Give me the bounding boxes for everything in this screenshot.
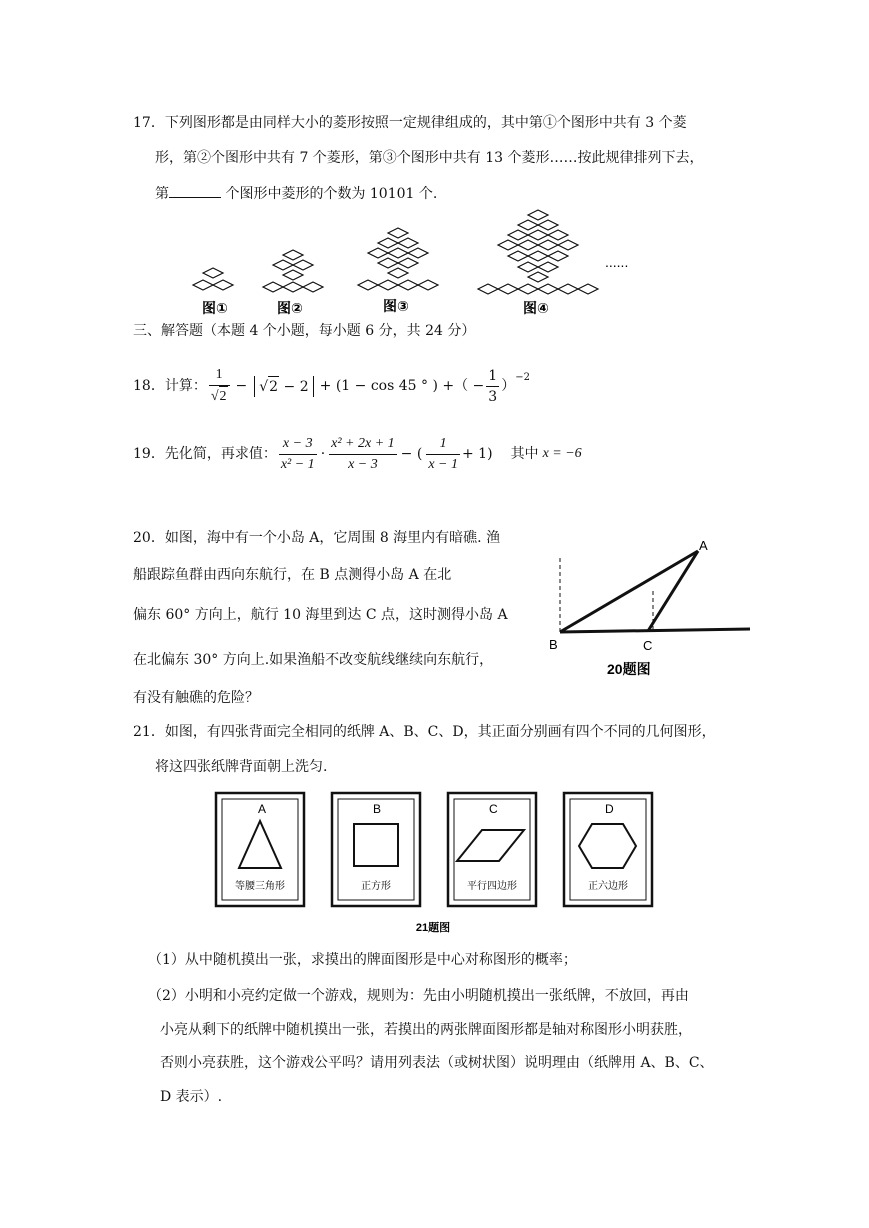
figure-2-rhombi xyxy=(263,250,323,292)
q18-fraction-2: $\frac{1}{3}$ xyxy=(488,367,498,405)
q18-fraction-1: $\frac{1}{√2}$ xyxy=(209,365,230,407)
q17-line3-prefix: 第 xyxy=(155,186,169,202)
card-a xyxy=(216,793,304,906)
section-heading: 三、解答题（本题 4 个小题，每小题 6 分，共 24 分） xyxy=(133,323,476,339)
q18-part2: + (1 − cos 45 ° ) +（ − xyxy=(319,378,485,394)
card-a-name: 等腰三角形 xyxy=(235,881,285,892)
answer-blank xyxy=(169,183,221,198)
q20-line1: 20．如图，海中有一个小岛 A，它周围 8 海里内有暗礁. 渔 xyxy=(133,530,501,546)
q20-line3: 偏东 60° 方向上，航行 10 海里到达 C 点，这时测得小岛 A xyxy=(133,607,508,623)
q19-prefix: 19．先化简，再求值： xyxy=(133,446,277,462)
regular-hexagon-shape xyxy=(579,824,636,868)
q18-exponent: −2 xyxy=(515,372,530,383)
q21-part1: （1）从中随机摸出一张，求摸出的牌面图形是中心对称图形的概率； xyxy=(148,952,577,968)
q21-line1: 21．如图，有四张背面完全相同的纸牌 A、B、C、D，其正面分别画有四个不同的几何图形， xyxy=(133,724,716,740)
q19-condition-math: x = −6 xyxy=(542,446,582,461)
q17-line2: 形，第②个图形中共有 7 个菱形，第③个图形中共有 13 个菱形……按此规律排列下去， xyxy=(155,150,704,166)
q20-geometry-figure xyxy=(540,530,755,680)
line-ba xyxy=(560,551,698,632)
figure-1-rhombi xyxy=(193,268,233,290)
figure-4-rhombi xyxy=(478,210,598,294)
q19-expression xyxy=(133,428,582,480)
isosceles-triangle-shape xyxy=(239,821,281,868)
parallelogram-shape xyxy=(457,830,524,861)
q21-part2-line1: （2）小明和小亮约定做一个游戏，规则为：先由小明随机摸出一张纸牌，不放回，再由 xyxy=(148,988,689,1004)
route-line xyxy=(560,629,750,632)
q17-line1: 17．下列图形都是由同样大小的菱形按照一定规律组成的，其中第①个图形中共有 3 个菱 xyxy=(133,115,687,131)
q19-fraction-2: $\frac{\text{x² + 2x + 1}}{x - 3}$ xyxy=(331,435,395,472)
point-b-label: B xyxy=(549,637,558,652)
q19-condition-text: 其中 xyxy=(510,446,539,462)
q19-dot: · xyxy=(320,446,326,462)
card-c-name: 平行四边形 xyxy=(467,881,517,892)
card-c xyxy=(448,793,536,906)
line-ca xyxy=(648,551,698,631)
q18-expression xyxy=(133,360,530,412)
q18-minus: − xyxy=(235,378,248,394)
q18-part3: ） xyxy=(501,378,516,394)
q17-line3-suffix: 个图形中菱形的个数为 10101 个. xyxy=(221,186,438,202)
fig-label-3: 图③ xyxy=(383,298,409,314)
q21-part2-line3: 否则小亮获胜，这个游戏公平吗？请用列表法（或树状图）说明理由（纸牌用 A、B、C、 xyxy=(160,1055,714,1071)
card-d-letter: D xyxy=(605,802,614,816)
q21-figure-caption: 21题图 xyxy=(415,922,451,934)
pattern-ellipsis: ...... xyxy=(605,254,629,270)
q17-line3 xyxy=(155,183,437,204)
q18-prefix: 18．计算： xyxy=(133,378,207,394)
fig-label-1: 图① xyxy=(202,300,228,316)
q21-part2-line2: 小亮从剩下的纸牌中随机摸出一张，若摸出的两张牌面图形都是轴对称图形小明获胜， xyxy=(160,1022,692,1038)
q21-line2: 将这四张纸牌背面朝上洗匀. xyxy=(155,759,328,775)
card-a-letter: A xyxy=(258,802,267,816)
q19-minus: − ( xyxy=(400,446,423,462)
fig-label-4: 图④ xyxy=(523,300,549,316)
q20-line5: 有没有触礁的危险？ xyxy=(133,690,259,706)
q21-part2-line4: D 表示）. xyxy=(160,1089,223,1105)
point-c-label: C xyxy=(643,638,653,653)
square-shape xyxy=(354,824,398,866)
card-b xyxy=(332,793,420,906)
q21-cards-figure xyxy=(210,788,660,938)
rhombus-pattern-figure xyxy=(185,205,655,320)
card-b-letter: B xyxy=(373,802,382,816)
q20-line4: 在北偏东 30° 方向上.如果渔船不改变航线继续向东航行， xyxy=(133,652,494,668)
card-d-name: 正六边形 xyxy=(588,881,628,892)
q19-fraction-1: $\frac{x - 3}{\text{x² − 1}}$ xyxy=(280,435,315,472)
q20-line2: 船跟踪鱼群由西向东航行，在 B 点测得小岛 A 在北 xyxy=(133,567,452,583)
card-b-name: 正方形 xyxy=(361,881,391,892)
card-d xyxy=(564,793,652,906)
q18-absolute-value: √2 − 2 xyxy=(254,376,313,397)
point-a-label: A xyxy=(699,538,708,553)
fig-label-2: 图② xyxy=(277,300,303,316)
figure-3-rhombi xyxy=(358,228,438,290)
q19-fraction-3: $\frac{1}{x - 1}$ xyxy=(428,435,458,472)
q19-tail: + 1) xyxy=(462,446,493,462)
q20-figure-caption: 20题图 xyxy=(607,661,651,677)
card-c-letter: C xyxy=(489,802,498,816)
